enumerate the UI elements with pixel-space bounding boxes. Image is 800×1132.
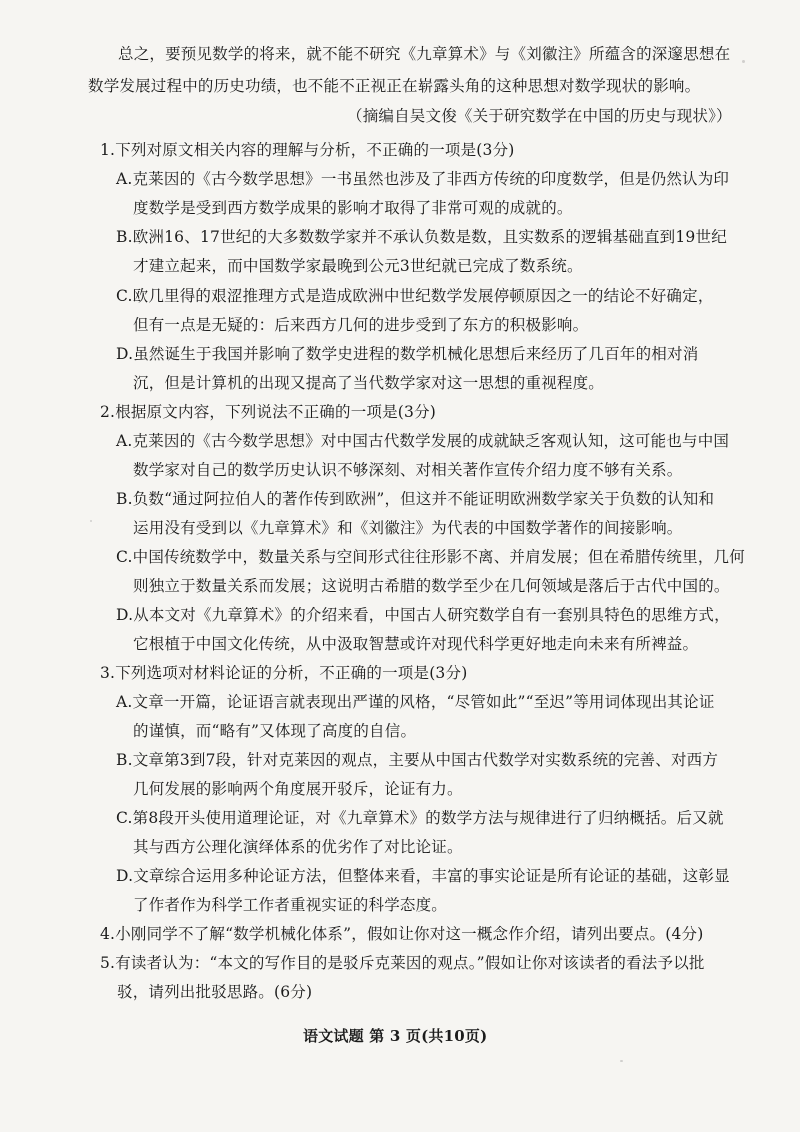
question-2-option-d: D.从本文对《九章算术》的介绍来看，中国古人研究数学自有一套别具特色的思维方式， [116, 606, 730, 624]
question-1-option-c-cont: 但有一点是无疑的：后来西方几何的进步受到了东方的积极影响。 [133, 316, 589, 334]
question-2-option-d-cont: 它根植于中国文化传统，从中汲取智慧或许对现代科学更好地走向未来有所裨益。 [133, 635, 699, 653]
question-2-option-a: A.克莱因的《古今数学思想》对中国古代数学发展的成就缺乏客观认知，这可能也与中国 [116, 432, 730, 450]
question-3-option-d: D.文章综合运用多种论证方法，但整体来看，丰富的事实论证是所有论证的基础，这彰显 [116, 867, 730, 885]
question-5-stem: 5.有读者认为：“本文的写作目的是驳斥克莱因的观点。”假如让你对该读者的看法予以批 [100, 954, 705, 972]
question-2-stem: 2.根据原文内容，下列说法不正确的一项是(3分) [100, 403, 437, 421]
passage-line: 数学发展过程中的历史功绩，也不能不正视正在崭露头角的这种思想对数学现状的影响。 [88, 77, 701, 95]
question-2-option-a-cont: 数学家对自己的数学历史认识不够深刻、对相关著作宣传介绍力度不够有关系。 [133, 461, 683, 479]
question-1-option-c: C.欧几里得的艰涩推理方式是造成欧洲中世纪数学发展停顿原因之一的结论不好确定， [116, 287, 714, 305]
passage-source: （摘编自吴文俊《关于研究数学在中国的历史与现状》） [347, 107, 732, 125]
question-5-stem-cont: 驳，请列出批驳思路。(6分) [117, 983, 313, 1001]
question-3-option-c-cont: 其与西方公理化演绎体系的优劣作了对比论证。 [133, 838, 463, 856]
question-2-option-c: C.中国传统数学中，数量关系与空间形式往往形影不离、并肩发展；但在希腊传统里，几何 [116, 548, 745, 566]
question-2-option-b: B.负数“通过阿拉伯人的著作传到欧洲”，但这并不能证明欧洲数学家关于负数的认知和 [116, 490, 715, 508]
question-4-stem: 4.小刚同学不了解“数学机械化体系”，假如让你对这一概念作介绍，请列出要点。(4分) [100, 925, 704, 943]
question-3-option-a: A.文章一开篇，论证语言就表现出严谨的风格，“尽管如此”“至迟”等用词体现出其论证 [116, 693, 715, 711]
question-1-option-b-cont: 才建立起来，而中国数学家最晚到公元3世纪就已完成了数系统。 [133, 257, 583, 275]
question-1-option-d: D.虽然诞生于我国并影响了数学史进程的数学机械化思想后来经历了几百年的相对消 [116, 345, 699, 363]
question-2-option-c-cont: 则独立于数量关系而发展；这说明古希腊的数学至少在几何领域是落后于古代中国的。 [133, 577, 730, 595]
question-3-option-b: B.文章第3到7段，针对克莱因的观点，主要从中国古代数学对实数系统的完善、对西方 [116, 751, 719, 769]
scan-speck [742, 60, 745, 63]
scan-speck [90, 520, 92, 522]
question-1-stem: 1.下列对原文相关内容的理解与分析，不正确的一项是(3分) [100, 141, 515, 159]
question-3-option-a-cont: 的谨慎，而“略有”又体现了高度的自信。 [133, 722, 417, 740]
page-footer: 语文试题 第 3 页(共10页) [303, 1027, 488, 1045]
question-1-option-a-cont: 度数学是受到西方数学成果的影响才取得了非常可观的成就的。 [133, 199, 573, 217]
question-2-option-b-cont: 运用没有受到以《九章算术》和《刘徽注》为代表的中国数学著作的间接影响。 [133, 519, 683, 537]
question-3-option-c: C.第8段开头使用道理论证，对《九章算术》的数学方法与规律进行了归纳概括。后又就 [116, 809, 724, 827]
question-1-option-d-cont: 沉，但是计算机的出现又提高了当代数学家对这一思想的重视程度。 [133, 374, 605, 392]
question-3-option-d-cont: 了作者作为科学工作者重视实证的科学态度。 [133, 896, 448, 914]
passage-line: 总之，要预见数学的将来，就不能不研究《九章算术》与《刘徽注》所蕴含的深邃思想在 [118, 45, 731, 63]
scan-speck [620, 1060, 623, 1062]
question-3-stem: 3.下列选项对材料论证的分析，不正确的一项是(3分) [100, 664, 468, 682]
question-3-option-b-cont: 几何发展的影响两个角度展开驳斥，论证有力。 [133, 780, 463, 798]
question-1-option-a: A.克莱因的《古今数学思想》一书虽然也涉及了非西方传统的印度数学，但是仍然认为印 [116, 170, 730, 188]
question-1-option-b: B.欧洲16、17世纪的大多数数学家并不承认负数是数，且实数系的逻辑基础直到19世纪 [116, 228, 727, 246]
